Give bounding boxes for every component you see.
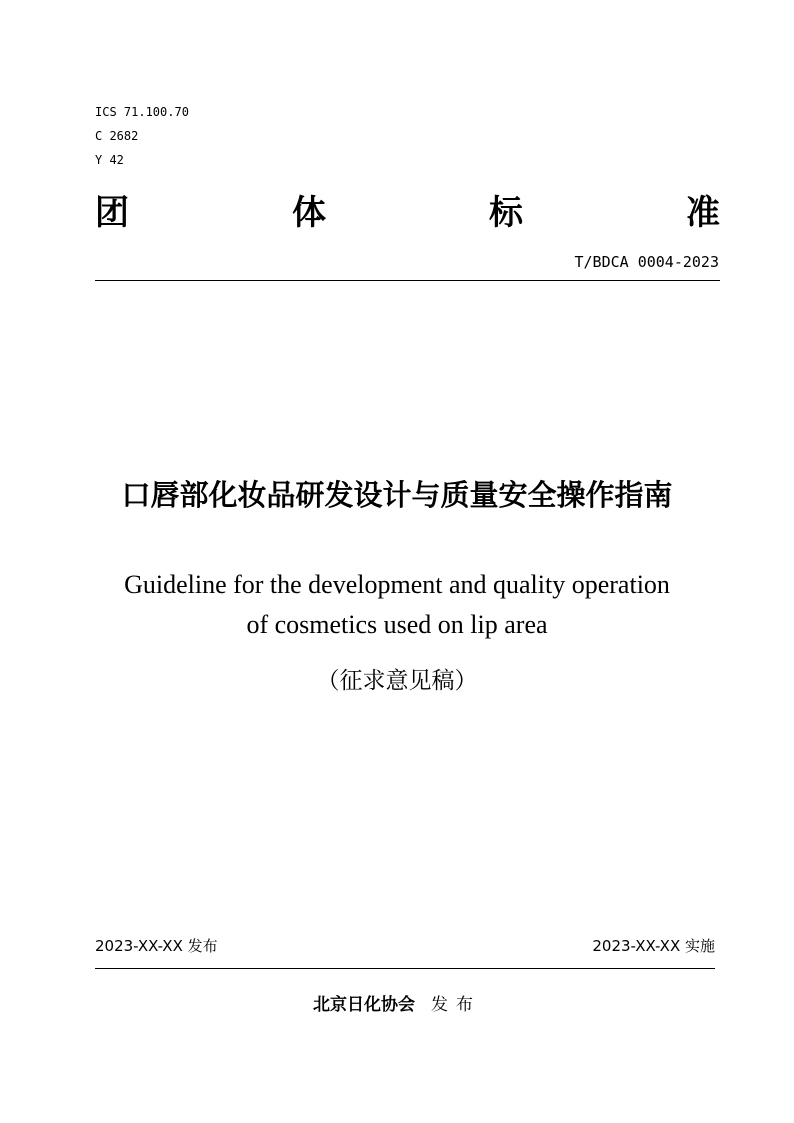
publisher bbox=[0, 990, 794, 1015]
standard-type-char: 标 bbox=[489, 192, 523, 233]
bottom-divider bbox=[95, 968, 715, 969]
title-english bbox=[0, 565, 794, 645]
title-chinese: 口唇部化妆品研发设计与质量安全操作指南 bbox=[121, 478, 673, 512]
ccs-code: C 2682 bbox=[95, 129, 139, 143]
ics-code: ICS 71.100.70 bbox=[95, 105, 189, 119]
implement-date: 2023-XX-XX 实施 bbox=[592, 937, 715, 955]
top-divider bbox=[95, 280, 720, 281]
title-english-line1: Guideline for the development and quality operation bbox=[124, 570, 670, 599]
release-date: 2023-XX-XX 发布 bbox=[95, 937, 218, 955]
standard-type-heading bbox=[95, 186, 720, 232]
standard-type-char: 准 bbox=[686, 192, 720, 233]
title-english-line2: of cosmetics used on lip area bbox=[246, 610, 548, 639]
y-code: Y 42 bbox=[95, 153, 124, 167]
publisher-action: 发布 bbox=[431, 995, 481, 1015]
classification-codes bbox=[95, 100, 189, 172]
draft-note: （征求意见稿） bbox=[316, 668, 478, 694]
date-row bbox=[95, 935, 715, 956]
standard-number: T/BDCA 0004-2023 bbox=[574, 253, 719, 271]
standard-type-char: 体 bbox=[292, 192, 326, 233]
standard-type-char: 团 bbox=[95, 192, 129, 233]
publisher-org: 北京日化协会 bbox=[313, 995, 415, 1015]
